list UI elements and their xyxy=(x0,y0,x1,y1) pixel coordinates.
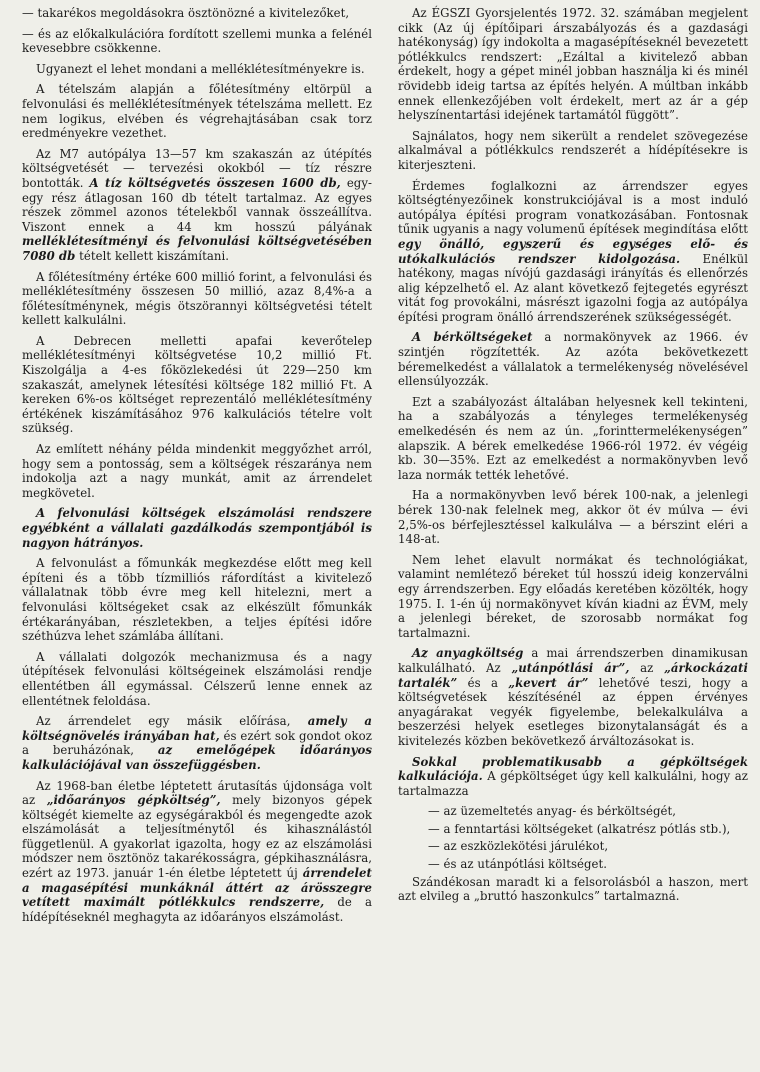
emphasis: Sokkal problematikusabb a gépköltségek kalkulációja. xyxy=(398,754,748,784)
list-item: — az üzemeltetés anyag- és bérköltségét, xyxy=(428,804,677,819)
emphasis: „árkockázati tartalék” xyxy=(398,660,748,690)
emphasis: A felvonulási költségek elszámolási rendszere egyébként a vállalati gazdálkodás szempontjából is nagyon hátrányos. xyxy=(22,506,372,550)
emphasis: „kevert ár” xyxy=(508,675,589,690)
text-run: Az M7 autópálya 13—57 km szakaszán az útépítés költségvetését — tervezési okokból — tíz részre bontották. xyxy=(22,146,372,190)
emphasis: „utánpótlási ár”, xyxy=(511,660,630,675)
text-run: Enélkül hatékony, magas nívójú gazdasági irányítás és ellenőrzés alig képzelhető el. Az alant következő fejtegetés egyrészt vitát fog provokálni, másrészt igazolni fogja az autópálya építési program önálló árrendszerének szükségességét. xyxy=(398,251,749,324)
paragraph xyxy=(398,646,748,748)
list-item: — az eszközlekötési járulékot, xyxy=(428,839,609,854)
paragraph: Ezt a szabályozást általában helyesnek kell tekinteni, ha a szabályozás a tényleges termelékenység emelkedésén és nem az ún. „forinttermelékenységen” alapszik. A bérek emelkedése 1966-ról 1972. év végéig kb. 30—35%. Ezt az emelkedést a normakönyvben levő laza normák tették lehetővé. xyxy=(398,394,748,482)
text-run: Az árrendelet egy másik előírása, xyxy=(36,714,308,729)
text-run: tételt kellett kiszámítani. xyxy=(75,248,230,263)
emphasis: amely a költségnövelés irányában hat, xyxy=(22,714,372,743)
emphasis: A bérköltségeket xyxy=(412,330,533,345)
right-column xyxy=(398,6,748,910)
text-run: és a xyxy=(457,675,509,690)
text-run: Érdemes foglalkozni az árrendszer egyes költségtényezőinek konstrukciójával is a most induló autópálya építési program vonatkozásában. Fontosnak tűnik ugyanis a nagy volumenű építések megindítása előtt xyxy=(398,178,748,237)
paragraph xyxy=(398,755,748,799)
text-run: a normakönyvek az 1966. év szintjén rögzítették. Az azóta bekövetkezett béremelkedést a vállalatok a termelékenység növelésével ellensúlyozzák. xyxy=(398,330,748,389)
text-run: az xyxy=(629,660,665,675)
text-run: de a hídépítéseknél meghagyta az időarányos elszámolást. xyxy=(22,895,372,924)
paragraph: A vállalati dolgozók mechanizmusa és a nagy útépítések felvonulási költségeinek elszámolási rendje ellentétben áll egymással. Célszerű lenne ennek az ellentétnek feloldása. xyxy=(22,649,372,708)
paragraph: — és az előkalkulációra fordított szellemi munka a felénél kevesebbre csökkenne. xyxy=(22,26,372,56)
text-run: mely bizonyos gépek költségét kiemelte az egységárakból és megengedte azok elszámolását a teljesítménytől és kihasználástól függetlenül. A gyakorlat igazolta, hogy ez az elszámolási módszer nem ösztönöz takarékosságra, gépkihasználásra, ezért az 1973. január 1-én életbe léptetett új xyxy=(22,793,372,881)
emphasis: árrendelet a magasépítési munkáknál áttért az árösszegre vetített maximált pótlékkulcs rendszerre, xyxy=(22,866,372,910)
text-run: Az 1968-ban életbe léptetett árutasítás újdonsága volt az xyxy=(22,778,372,808)
paragraph xyxy=(22,506,372,550)
paragraph: Ugyanezt el lehet mondani a melléklétesítményekre is. xyxy=(36,61,365,76)
text-run: lehetővé teszi, hogy a költségvetések készítésénél az éppen érvényes anyagárakat vegyék figyelembe, belekalkulálva a beszerzési helyek esetleges bizonytalanságát és a kivitelezés közben bekövetkező árváltozásokat is. xyxy=(398,675,748,748)
text-run: és ezért sok gondot okoz a beruházónak, xyxy=(22,728,372,758)
emphasis: egy önálló, egyszerű és egységes elő- és utókalkulációs rendszer kidolgozása. xyxy=(398,236,748,266)
list-item: — a fenntartási költségeket (alkatrész pótlás stb.), xyxy=(428,821,731,836)
paragraph xyxy=(22,147,372,264)
paragraph xyxy=(398,179,748,325)
emphasis: „időarányos gépköltség”, xyxy=(46,793,221,808)
text-run: egy-egy rész átlagosan 160 db tételt tartalmaz. Az egyes részek zömmel azonos tételekből vannak összeállítva. Viszont ennek a 44 km hosszú pályának xyxy=(22,175,373,234)
paragraph: Sajnálatos, hogy nem sikerült a rendelet szövegezése alkalmával a pótlékkulcs rendszerét a hídépítésekre is kiterjeszteni. xyxy=(398,128,748,172)
text-run: A gépköltséget úgy kell kalkulálni, hogy az tartalmazza xyxy=(398,769,748,798)
paragraph: A felvonulást a főmunkák megkezdése előtt meg kell építeni és a több tízmilliós ráfordítást a kivitelező vállalatnak több évre meg kell hiteleznі, mert a felvonulási költségeket csak az elkészült főmunkák értékarányában, részletekben, a teljes építési időre széthúzva lehet számlába állítani. xyxy=(22,556,372,644)
paragraph: A Debrecen melletti apafai keverőtelep melléklétesítményi költségvetése 10,2 millió Ft. Kiszolgálja a 4-es főközlekedési út 229—250 km szakaszát, amelynek létesítési költsége 182 millió Ft. A kereken 6%-os költséget reprezentáló melléklétesítmény értékének kiszámításához 976 kalkulációs tételre volt szükség. xyxy=(22,333,372,436)
paragraph xyxy=(22,714,372,772)
paragraph: A főlétesítmény értéke 600 millió forint, a felvonulási és melléklétesítmény összesen 50 millió, azaz 8,4%-a a főlétesítménynek, mégis ötszörannyi költségvetési tételt kellett kalkulálni. xyxy=(22,269,372,328)
text-run: a mai árrendszerben dinamikusan kalkulálható. Az xyxy=(398,646,749,675)
paragraph xyxy=(22,779,372,925)
paragraph: A tételszám alapján a főlétesítmény eltörpül a felvonulási és melléklétesítmények tételszáma mellett. Ez nem logikus, elvében és végrehajtásában csak torz eredményekre vezethet. xyxy=(22,82,372,141)
emphasis: melléklétesítményi és felvonulási költségvetésében 7080 db xyxy=(22,234,372,263)
emphasis: Az anyagköltség xyxy=(412,646,524,661)
paragraph: Az ÉGSZI Gyorsjelentés 1972. 32. számában megjelent cikk (Az új építőipari árszabályozás és a gazdasági hatékonyság) így indokolta a magasépítéseknél bevezetett pótlékkulcs rendszert: „Ezáltal a kivitelező abban érdekelt, hogy a gépet minél jobban használja ki és minél rövidebb ideig tartsa az építés helyén. A múltban inkább ennek ellenkezőjében volt érdekelt, mert az ár a gép helyszínentartási idejének tartamától függött”. xyxy=(398,6,748,123)
paragraph: Ha a normakönyvben levő bérek 100-nak, a jelenlegi bérek 130-nak felelnek meg, akkor öt év múlva — évi 2,5%-os bérfejlesztéssel kalkulálva — a bérszint eléri a 148-at. xyxy=(398,488,748,547)
paragraph: — takarékos megoldásokra ösztönözné a kivitelezőket, xyxy=(22,6,350,20)
paragraph: Szándékosan maradt ki a felsorolásból a haszon, mert azt elvileg a „bruttó haszonkulcs” tartalmazná. xyxy=(398,874,748,904)
emphasis: az emelőgépek időarányos kalkulációjával van összefüggésben. xyxy=(22,743,372,772)
emphasis: A tíz költségvetés összesen 1600 db, xyxy=(89,175,341,190)
paragraph xyxy=(398,330,748,388)
paragraph: Nem lehet elavult normákat és technológiákat, valamint nemlétező béreket túl hosszú ideig konzerválni egy árrendszerben. Egy előadás keretében közölték, hogy 1975. I. 1-én új normakönyvet kíván kiadni az ÉVM, mely a jelenlegi béreket, de szorosabb normákat fog tartalmazni. xyxy=(398,552,748,640)
left-column xyxy=(22,6,372,930)
list-item: — és az utánpótlási költséget. xyxy=(428,857,608,872)
paragraph: Az említett néhány példa mindenkit meggyőzhet arról, hogy sem a pontosság, sem a költségek részaránya nem indokolja azt a nagy munkát, amit az árrendelet megkövetel. xyxy=(22,442,372,500)
